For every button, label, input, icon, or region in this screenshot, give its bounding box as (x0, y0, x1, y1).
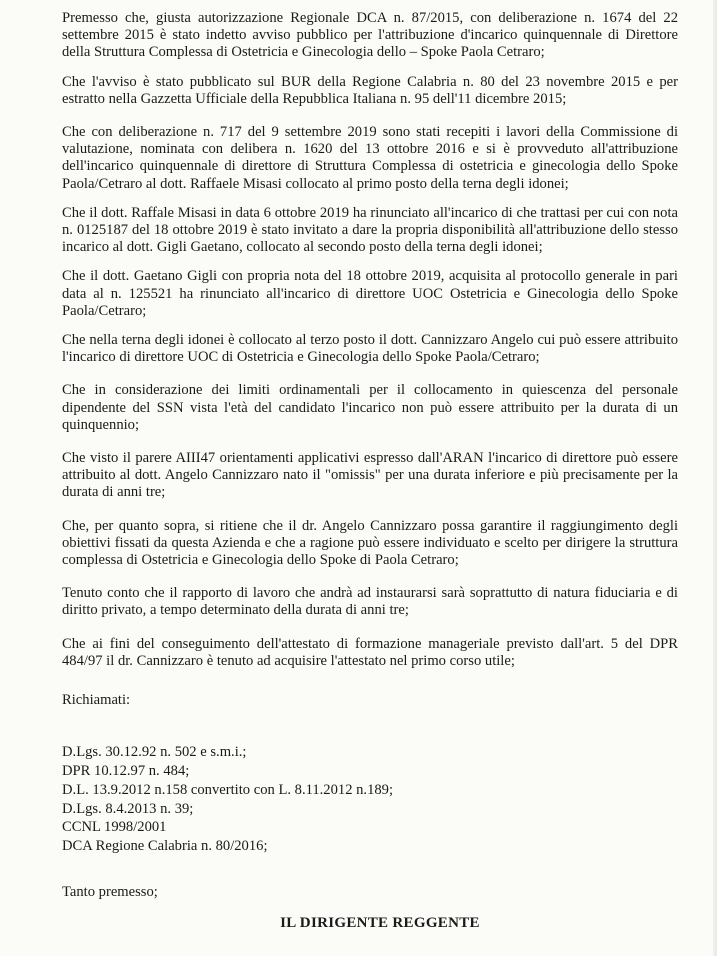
paragraph-parere-aran: Che visto il parere AIII47 orientamenti applicativi espresso dall'ARAN l'incarico di direttore può essere attribuito al dott. Angelo Cannizzaro nato il "omissis" per una durata inferiore e più precisamente per la durata di anni tre; (62, 450, 678, 501)
paragraph-avviso-pubblicato: Che l'avviso è stato pubblicato sul BUR della Regione Calabria n. 80 del 23 novembre 2015 e per estratto nella Gazzetta Ufficiale della Repubblica Italiana n. 95 dell'11 dicembre 2015; (62, 73, 678, 107)
paragraph-rinuncia-misasi: Che il dott. Raffale Misasi in data 6 ottobre 2019 ha rinunciato all'incarico di che trattasi per cui con nota n. 0125187 del 18 ottobre 2019 è stato invitato a dare la propria disponibilità all'attribuzione dello stesso incarico al dott. Gigli Gaetano, collocato al secondo posto della terna degli idonei; (62, 204, 678, 256)
paragraph-deliberazione-717: Che con deliberazione n. 717 del 9 settembre 2019 sono stati recepiti i lavori della Commissione di valutazione, nominata con delibera n. 1620 del 13 ottobre 2016 e si è provveduto all'attribuzione dell'incarico quinquennale di direttore di Struttura Complessa di ostetricia e ginecologia dello Spoke Paola/Cetraro al dott. Raffaele Misasi collocato al primo posto della terna degli idonei; (62, 124, 678, 192)
closing-line: Tanto premesso; (62, 884, 158, 901)
paragraph-si-ritiene: Che, per quanto sopra, si ritiene che il dr. Angelo Cannizzaro possa garantire il raggiungimento degli obiettivi fissati da questa Azienda e che a ragione può essere individuato e scelto per dirigere la struttura complessa di Ostetricia e Ginecologia dello Spoke di Paola Cetraro; (62, 517, 678, 569)
reference-item: DPR 10.12.97 n. 484; (62, 763, 190, 780)
references-list (62, 743, 678, 856)
reference-item: D.Lgs. 30.12.92 n. 502 e s.m.i.; (62, 744, 247, 761)
reference-item: D.L. 13.9.2012 n.158 convertito con L. 8.11.2012 n.189; (62, 781, 394, 798)
paragraph-attestato-manageriale: Che ai fini del conseguimento dell'attestato di formazione manageriale previsto dall'art. 5 del DPR 484/97 il dr. Cannizzaro è tenuto ad acquisire l'attestato nel primo corso utile; (62, 635, 678, 669)
paragraph-terzo-posto: Che nella terna degli idonei è collocato al terzo posto il dott. Cannizzaro Angelo cui può essere attribuito l'incarico di direttore UOC di Ostetricia e Ginecologia dello Spoke Paola/Cetraro; (62, 332, 678, 366)
paragraph-rinuncia-gigli: Che il dott. Gaetano Gigli con propria nota del 18 ottobre 2019, acquisita al protocollo generale in pari data al n. 125521 ha rinunciato all'incarico di direttore UOC Ostetricia e Ginecologia dello Spoke Paola/Cetraro; (62, 268, 678, 319)
paragraph-premesso: Premesso che, giusta autorizzazione Regionale DCA n. 87/2015, con deliberazione n. 1674 del 22 settembre 2015 è stato indetto avviso pubblico per l'attribuzione d'incarico quinquennale di Direttore della Struttura Complessa di Ostetricia e Ginecologia dello – Spoke Paola Cetraro; (62, 10, 678, 61)
reference-item: D.Lgs. 8.4.2013 n. 39; (62, 800, 194, 817)
reference-item: DCA Regione Calabria n. 80/2016; (62, 838, 268, 855)
paragraph-limiti-ordinamentali: Che in considerazione dei limiti ordinamentali per il collocamento in quiescenza del personale dipendente del SSN vista l'età del candidato l'incarico non può essere attribuito per la durata di un quinquennio; (62, 382, 678, 433)
richiamati-heading: Richiamati: (62, 692, 131, 709)
document-page (62, 10, 678, 950)
signature-title: IL DIRIGENTE REGGENTE (280, 915, 480, 932)
paragraph-rapporto-lavoro: Tenuto conto che il rapporto di lavoro che andrà ad instaurarsi sarà soprattutto di natura fiduciaria e di diritto privato, a tempo determinato della durata di anni tre; (62, 585, 678, 619)
scan-edge-shadow (713, 0, 717, 956)
reference-item: CCNL 1998/2001 (62, 819, 167, 836)
